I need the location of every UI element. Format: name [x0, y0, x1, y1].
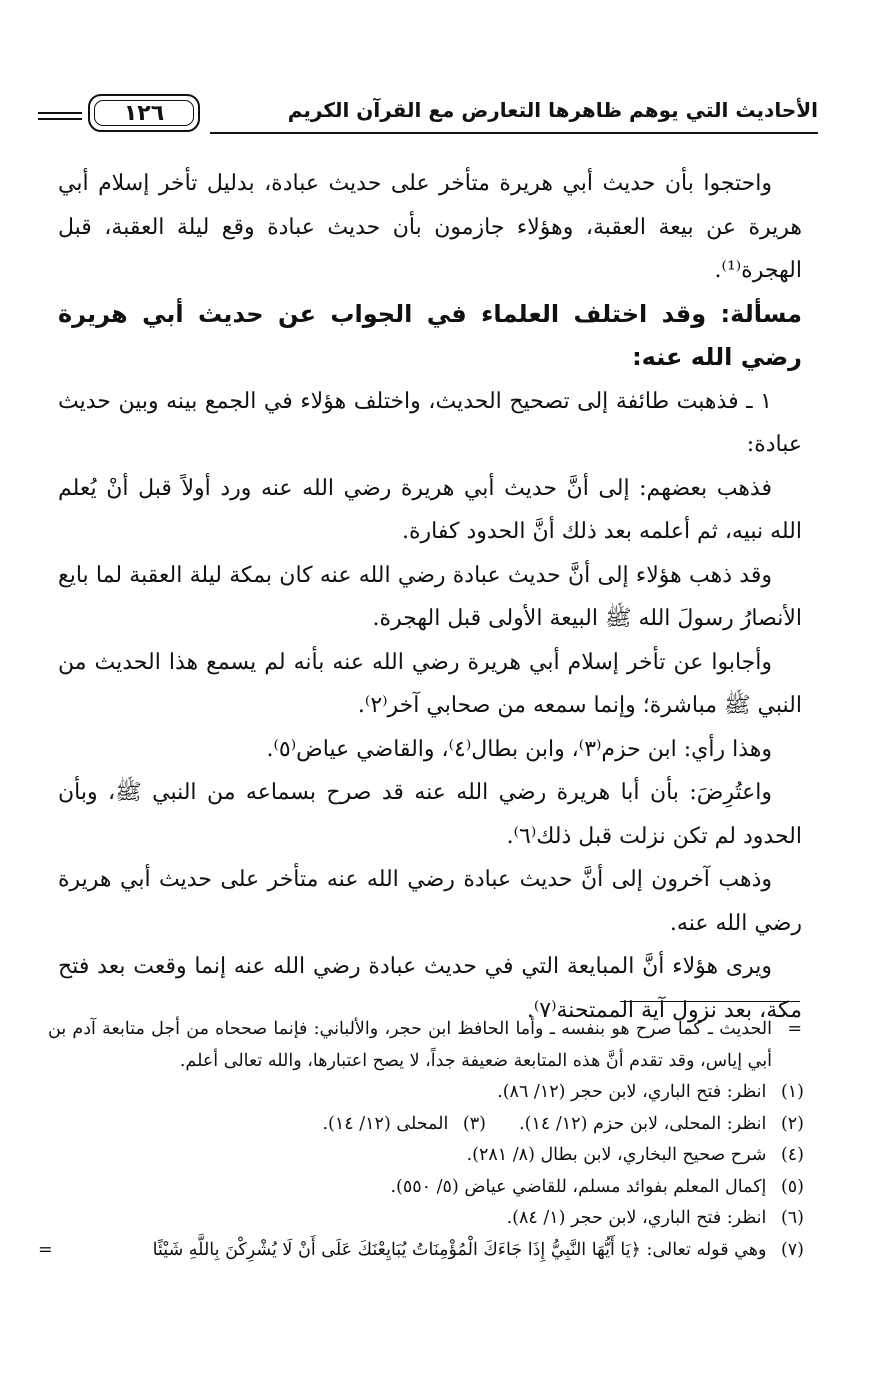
- footnote-text: انظر: فتح الباري، لابن حجر (١/ ٨٤).: [506, 1208, 767, 1228]
- footnote-text: انظر: فتح الباري، لابن حجر (١٢/ ٨٦).: [497, 1082, 767, 1102]
- header-rule-ornament-bottom: [38, 118, 82, 120]
- footnote-continuation: [48, 1014, 804, 1077]
- paragraph: ويرى هؤلاء أنَّ المبايعة التي في حديث عبادة رضي الله عنه إنما وقعت بعد فتح مكة، بعد نزول آية الممتحنة⁽٧⁾.: [58, 954, 802, 1023]
- footnote-number: (٦): [780, 1208, 804, 1228]
- footnote-text: المحلى (١٢/ ١٤).: [322, 1113, 449, 1134]
- continuation-mark-end: =: [38, 1239, 53, 1260]
- footnotes: [38, 1014, 804, 1266]
- page-number: ١٢٦: [94, 100, 194, 126]
- paragraph: ١ ـ فذهبت طائفة إلى تصحيح الحديث، واختلف هؤلاء في الجمع بينه وبين حديث عبادة:: [58, 388, 802, 457]
- footnote-number: (٣): [462, 1113, 486, 1134]
- page-number-frame: [88, 94, 200, 132]
- paragraph: واحتجوا بأن حديث أبي هريرة متأخر على حديث عبادة، بدليل تأخر إسلام أبي هريرة عن بيعة العقبة، وهؤلاء جازمون بأن حديث عبادة وقع ليلة العقبة، قبل الهجرة⁽¹⁾.: [58, 171, 802, 283]
- footnote-text: انظر: المحلى، لابن حزم (١٢/ ١٤).: [519, 1113, 767, 1134]
- main-text: [58, 162, 802, 1032]
- continuation-mark: =: [787, 1019, 802, 1039]
- section-heading: مسألة: وقد اختلف العلماء في الجواب عن حديث أبي هريرة رضي الله عنه:: [58, 299, 802, 371]
- paragraph: واعتُرِضَ: بأن أبا هريرة رضي الله عنه قد صرح بسماعه من النبي ﷺ، وبأن الحدود لم تكن نزلت قبل ذلك⁽٦⁾.: [58, 780, 802, 849]
- footnote-1: [48, 1077, 804, 1109]
- paragraph: وهذا رأي: ابن حزم⁽٣⁾، وابن بطال⁽٤⁾، والقاضي عياض⁽٥⁾.: [266, 736, 772, 762]
- running-title: الأحاديث التي يوهم ظاهرها التعارض مع القرآن الكريم: [287, 98, 818, 122]
- paragraph: وذهب آخرون إلى أنَّ حديث عبادة رضي الله عنه متأخر على حديث أبي هريرة رضي الله عنه.: [58, 867, 802, 936]
- footnote-number: (٤): [780, 1145, 804, 1165]
- paragraph: وأجابوا عن تأخر إسلام أبي هريرة رضي الله عنه بأنه لم يسمع هذا الحديث من النبي ﷺ مباشرة؛ وإنما سمعه من صحابي آخر⁽٢⁾.: [58, 649, 802, 718]
- paragraph: وقد ذهب هؤلاء إلى أنَّ حديث عبادة رضي الله عنه كان بمكة ليلة العقبة لما بايع الأنصارُ رسولَ الله ﷺ البيعة الأولى قبل الهجرة.: [58, 562, 802, 631]
- page-header: [38, 92, 818, 142]
- header-rule: [210, 132, 818, 134]
- header-rule-ornament-top: [38, 112, 82, 114]
- footnote-5: [48, 1172, 804, 1204]
- footnote-number: (١): [780, 1082, 804, 1102]
- footnote-separator: [620, 1001, 800, 1002]
- footnote-number: (٧): [780, 1239, 804, 1260]
- footnote-7: [38, 1235, 804, 1267]
- footnote-4: [48, 1140, 804, 1172]
- footnote-number: (٢): [780, 1113, 804, 1134]
- paragraph: فذهب بعضهم: إلى أنَّ حديث أبي هريرة رضي الله عنه ورد أولاً قبل أنْ يُعلم الله نبيه، ثم أعلمه بعد ذلك أنَّ الحدود كفارة.: [58, 475, 802, 544]
- footnote-continuation-text: الحديث ـ كما صرح هو بنفسه ـ وأما الحافظ ابن حجر، والألباني: فإنما صححاه من أجل متابعة آدم بن أبي إياس، وقد تقدم أنَّ هذه المتابعة ضعيفة جداً، لا يصح اعتبارها، والله تعالى أعلم.: [48, 1019, 772, 1071]
- footnote-number: (٥): [780, 1176, 804, 1197]
- footnote-text: إكمال المعلم بفوائد مسلم، للقاضي عياض (٥/ ٥٥٠).: [390, 1176, 767, 1197]
- footnote-text: وهي قوله تعالى: ﴿يَا أَيُّهَا النَّبِيُّ إِذَا جَاءَكَ الْمُؤْمِنَاتُ يُبَايِعْنَكَ عَلَى أَنْ لَا يُشْرِكْنَ بِاللَّهِ شَيْئًا: [152, 1239, 767, 1260]
- footnote-text: شرح صحيح البخاري، لابن بطال (٨/ ٢٨١).: [466, 1145, 767, 1165]
- footnote-6: [48, 1203, 804, 1235]
- footnote-2-3: [48, 1109, 804, 1141]
